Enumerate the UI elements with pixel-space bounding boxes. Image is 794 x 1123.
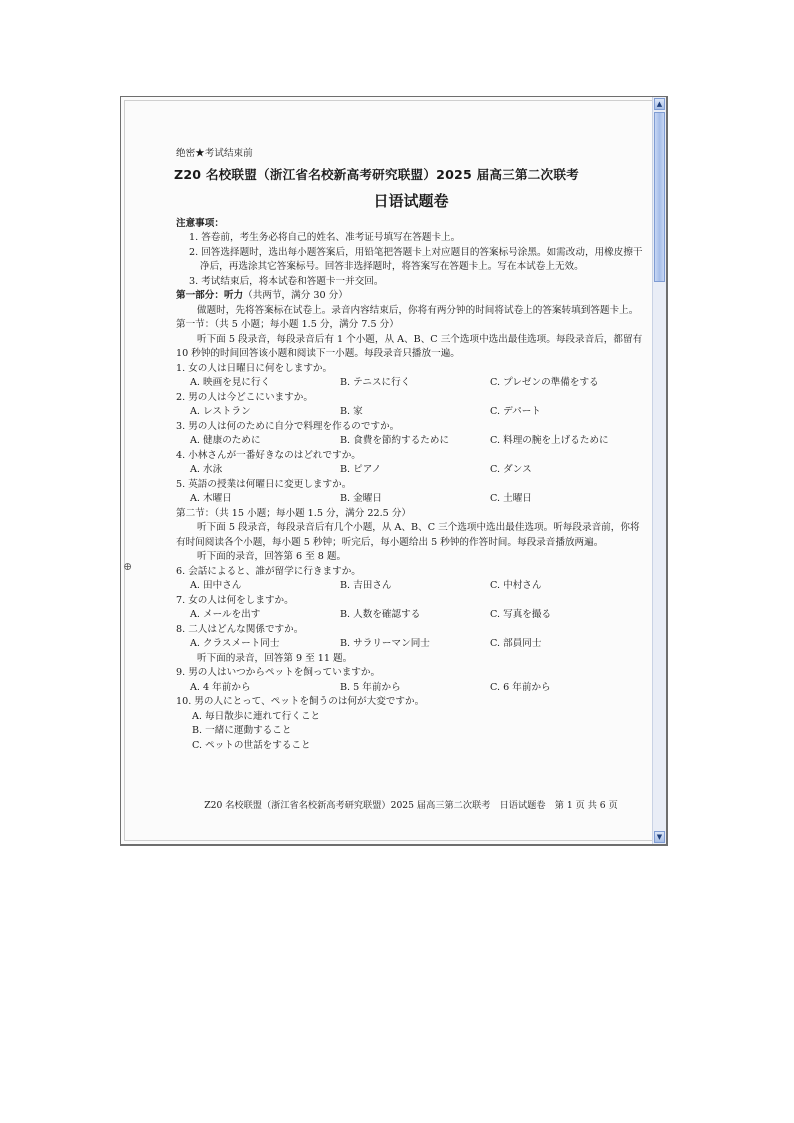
exam-title: Z20 名校联盟（浙江省名校新高考研究联盟）2025 届高三第二次联考 <box>174 166 579 182</box>
listening-prompt-9-11: 听下面的录音，回答第 9 至 11 题。 <box>197 652 353 664</box>
question-text: 5. 英語の授業は何曜日に変更しますか。 <box>176 478 352 490</box>
option-b: B. 一緒に運動すること <box>192 725 292 736</box>
option-b: B. 金曜日 <box>340 493 382 504</box>
question-9 <box>176 666 646 695</box>
option-c: C. 料理の腕を上げるために <box>490 435 609 446</box>
option-a: A. メールを出す <box>190 609 261 620</box>
option-b: B. テニスに行く <box>340 377 411 388</box>
option-a: A. 毎日散歩に連れて行くこと <box>192 710 321 722</box>
question-6 <box>176 565 646 594</box>
question-text: 1. 女の人は日曜日に何をしますか。 <box>176 362 333 374</box>
question-2 <box>176 391 646 420</box>
option-c: C. 写真を撮る <box>490 609 552 620</box>
option-a: A. 木曜日 <box>190 493 232 504</box>
binding-mark: ⊕ <box>123 560 133 573</box>
option-c: C. ダンス <box>490 464 532 475</box>
section1-heading: 第一节：（共 5 小题；每小题 1.5 分，满分 7.5 分） <box>176 319 399 330</box>
option-a: A. 田中さん <box>190 580 242 591</box>
question-7 <box>176 594 646 623</box>
option-b: B. 吉田さん <box>340 580 392 591</box>
section2-heading: 第二节：（共 15 小题；每小题 1.5 分，满分 22.5 分） <box>176 507 412 519</box>
note-item-3: 3. 考试结束后，将本试卷和答题卡一并交回。 <box>189 275 384 287</box>
option-c: C. プレゼンの準備をする <box>490 377 599 388</box>
option-a: A. 健康のために <box>190 435 261 446</box>
vertical-scrollbar[interactable] <box>652 97 666 844</box>
option-a: A. 水泳 <box>190 464 223 475</box>
part1-heading-note: （共两节，满分 30 分） <box>243 290 348 301</box>
listening-prompt-6-8: 听下面的录音，回答第 6 至 8 题。 <box>197 551 347 562</box>
scroll-down-icon[interactable]: ▼ <box>654 831 665 843</box>
question-8 <box>176 623 646 652</box>
question-text: 2. 男の人は今どこにいますか。 <box>176 391 313 403</box>
option-a: A. レストラン <box>190 406 251 417</box>
scrollbar-thumb[interactable] <box>654 112 665 282</box>
scanned-page-frame <box>120 96 668 846</box>
question-5 <box>176 478 646 507</box>
option-c: C. ペットの世話をすること <box>192 739 311 751</box>
question-text: 7. 女の人は何をしますか。 <box>176 594 294 606</box>
question-text: 8. 二人はどんな関係ですか。 <box>176 623 304 635</box>
question-1 <box>176 362 646 391</box>
question-text: 9. 男の人はいつからペットを飼っていますか。 <box>176 667 381 678</box>
note-item-2: 2. 回答选择题时，选出每小题答案后，用铅笔把答题卡上对应题目的答案标号涂黑。如需改动，用橡皮擦干净后，再选涂其它答案标号。回答非选择题时，将答案写在答题卡上。写在本试卷上无效。 <box>189 246 643 272</box>
question-text: 4. 小林さんが一番好きなのはどれですか。 <box>176 449 361 461</box>
option-b: B. 人数を確認する <box>340 609 421 620</box>
section2-instructions: 听下面 5 段录音，每段录音后有几个小题，从 A、B、C 三个选项中选出最佳选项。听每段录音前，你将有时间阅读各个小题，每小题 5 秒钟；听完后，每小题给出 5 秒钟的作答时间。每段录音播放两遍。 <box>176 522 640 548</box>
exam-page <box>174 147 646 811</box>
notes-heading: 注意事项： <box>176 217 224 229</box>
option-c: C. 部員同士 <box>490 638 542 649</box>
option-b: B. 5 年前から <box>340 681 401 693</box>
page-footer: Z20 名校联盟（浙江省名校新高考研究联盟）2025 届高三第二次联考 日语试题卷 第 1 页 共 6 页 <box>204 800 618 811</box>
question-text: 10. 男の人にとって、ペットを飼うのは何が大変ですか。 <box>176 696 425 707</box>
option-a: A. 映画を見に行く <box>190 377 271 388</box>
scroll-up-icon[interactable]: ▲ <box>654 98 665 110</box>
part1-heading-row <box>176 289 646 304</box>
option-c: C. 6 年前から <box>490 681 551 693</box>
subject-title: 日语试题卷 <box>373 192 449 210</box>
question-text: 6. 会話によると、誰が留学に行きますか。 <box>176 565 361 577</box>
option-a: A. クラスメート同士 <box>190 638 280 649</box>
option-c: C. デパート <box>490 406 541 417</box>
option-b: B. ピアノ <box>340 464 382 475</box>
confidential-label: 绝密★考试结束前 <box>176 148 253 159</box>
note-item-1: 1. 答卷前，考生务必将自己的姓名、准考证号填写在答题卡上。 <box>189 232 461 243</box>
part1-intro: 做题时，先将答案标在试卷上。录音内容结束后，你将有两分钟的时间将试卷上的答案转填到答题卡上。 <box>197 304 639 316</box>
question-10 <box>176 695 646 753</box>
question-3 <box>176 420 646 449</box>
question-4 <box>176 449 646 478</box>
option-c: C. 中村さん <box>490 580 542 591</box>
question-text: 3. 男の人は何のために自分で料理を作るのですか。 <box>176 420 400 432</box>
option-a: A. 4 年前から <box>190 681 251 693</box>
option-b: B. サラリーマン同士 <box>340 638 430 649</box>
section1-instructions: 听下面 5 段录音，每段录音后有 1 个小题，从 A、B、C 三个选项中选出最佳选项。每段录音后，都留有 10 秒钟的时间回答该小题和阅读下一小题。每段录音只播放一遍。 <box>176 333 643 359</box>
option-b: B. 食費を節約するために <box>340 435 450 446</box>
part1-heading: 第一部分：听力 <box>176 290 244 301</box>
option-c: C. 土曜日 <box>490 493 532 504</box>
option-b: B. 家 <box>340 406 363 417</box>
